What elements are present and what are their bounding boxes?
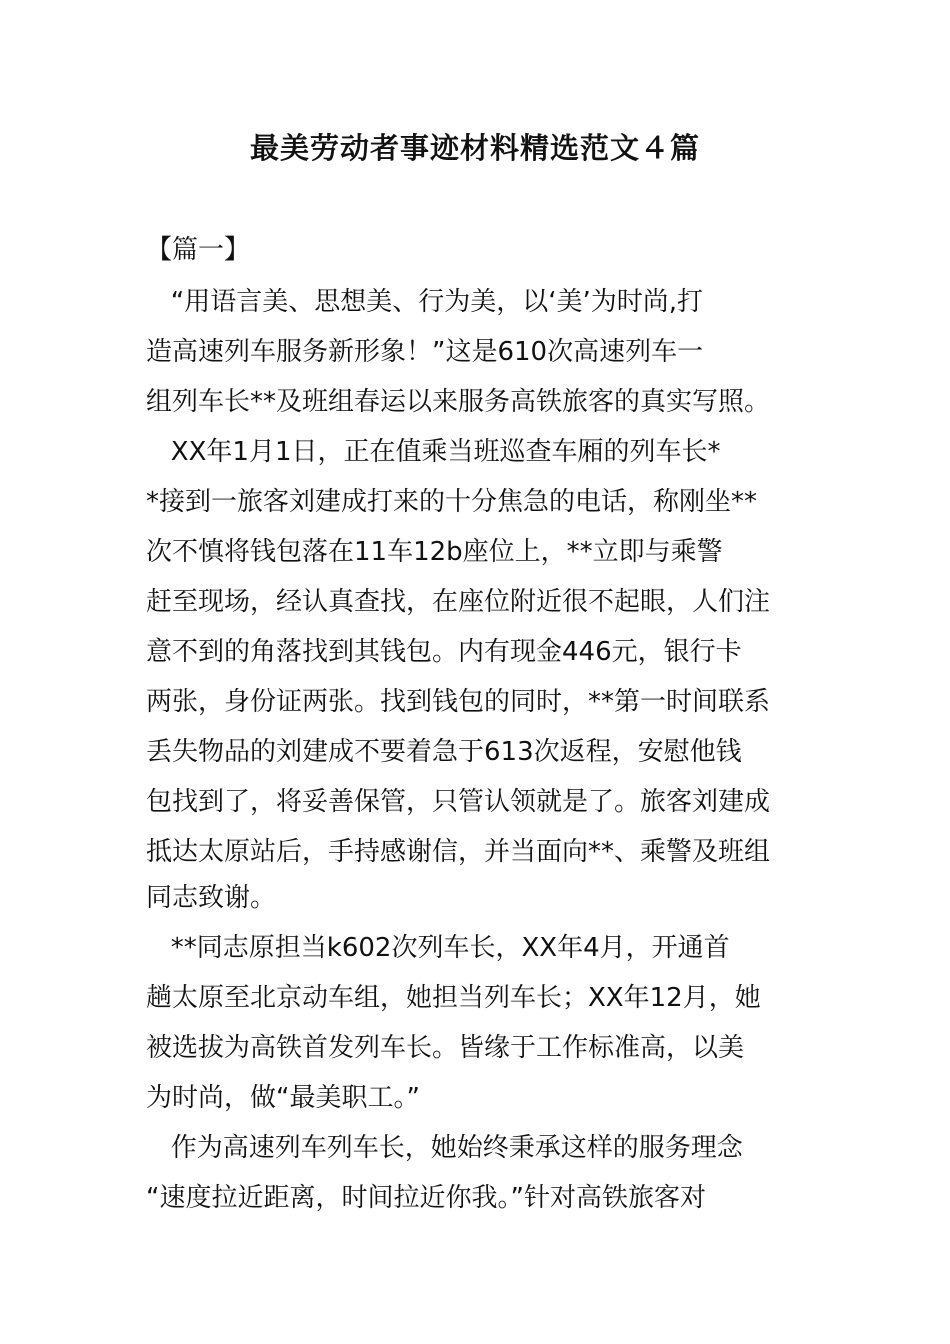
body-line: 趟太原至北京动车组，她担当列车长；XX年12月，她 bbox=[146, 983, 761, 1013]
body-line: XX年1月1日，正在值乘当班巡查车厢的列车长* bbox=[146, 437, 721, 467]
document-title: 最美劳动者事迹材料精选范文４篇 bbox=[249, 131, 700, 165]
body-line: 作为高速列车列车长，她始终秉承这样的服务理念 bbox=[146, 1133, 743, 1163]
body-line: 被选拔为高铁首发列车长。皆缘于工作标准高，以美 bbox=[146, 1033, 745, 1063]
section-label: 【篇一】 bbox=[146, 235, 251, 265]
body-line: 组列车长**及班组春运以来服务高铁旅客的真实写照。 bbox=[146, 387, 771, 417]
body-line: 包找到了，将妥善保管，只管认领就是了。旅客刘建成 bbox=[146, 787, 771, 817]
body-line: 抵达太原站后，手持感谢信，并当面向**、乘警及班组 bbox=[146, 837, 771, 867]
body-line: 次不慎将钱包落在11车12b座位上，**立即与乘警 bbox=[146, 537, 723, 567]
body-line: “速度拉近距离，时间拉近你我。”针对高铁旅客对 bbox=[146, 1183, 706, 1213]
body-line: *接到一旅客刘建成打来的十分焦急的电话，称刚坐** bbox=[146, 487, 758, 517]
body-line: “用语言美、思想美、行为美，以‘美’为时尚,打 bbox=[146, 287, 704, 317]
body-line: 丢失物品的刘建成不要着急于613次返程，安慰他钱 bbox=[146, 737, 742, 767]
body-line: 为时尚，做“最美职工。” bbox=[146, 1083, 420, 1113]
body-line: 同志致谢。 bbox=[146, 883, 277, 913]
body-line: 意不到的角落找到其钱包。内有现金446元，银行卡 bbox=[146, 637, 742, 667]
body-line: 两张，身份证两张。找到钱包的同时，**第一时间联系 bbox=[146, 687, 771, 717]
body-line: **同志原担当k602次列车长，XX年4月，开通首 bbox=[146, 933, 730, 963]
body-line: 造高速列车服务新形象！”这是610次高速列车一 bbox=[146, 337, 704, 367]
body-line: 赶至现场，经认真查找，在座位附近很不起眼，人们注 bbox=[146, 587, 771, 617]
